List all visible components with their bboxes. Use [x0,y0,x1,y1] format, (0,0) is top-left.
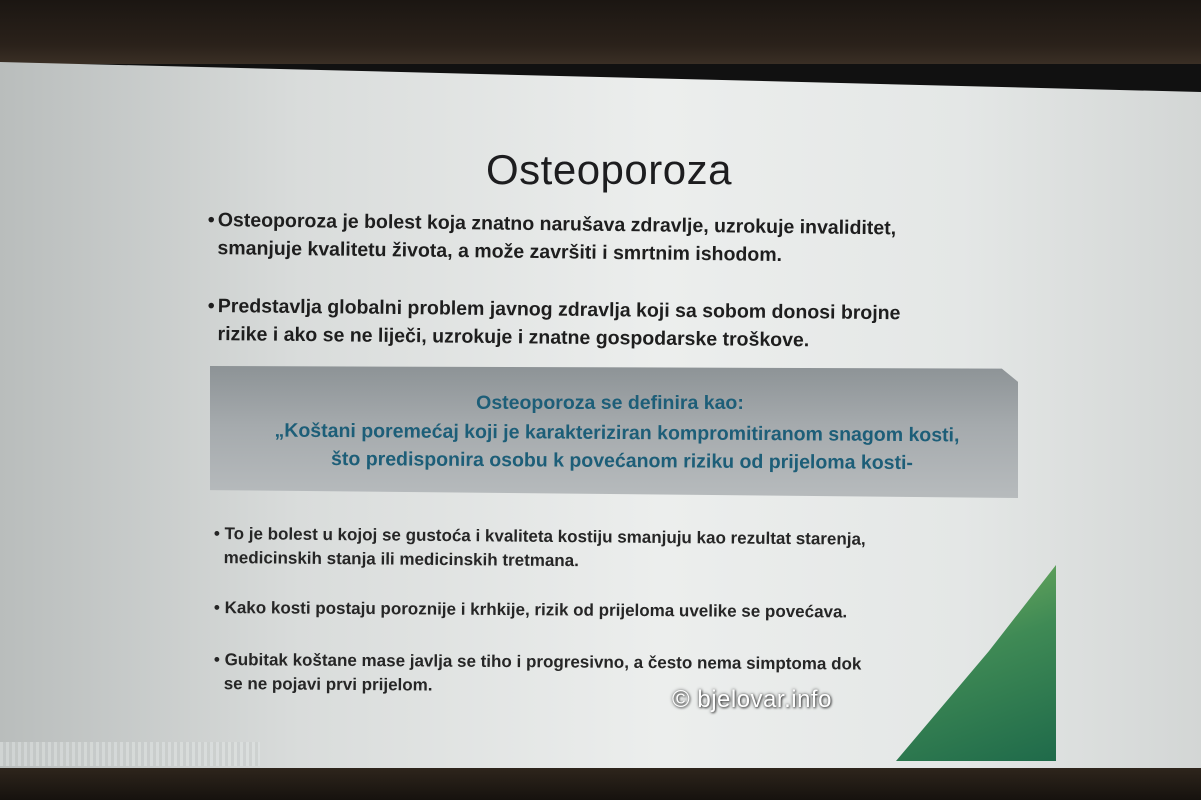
screen-edge-glow [0,742,260,766]
bullet-line: To je bolest u kojoj se gustoća i kvaliteta kostiju smanjuju kao rezultat starenja, [224,524,866,549]
watermark: © bjelovar.info [672,686,832,713]
bullet-line: se ne pojavi prvi prijelom. [223,674,433,695]
definition-heading: Osteoporoza se definira kao: [476,392,744,414]
slide-title: Osteoporoza [486,146,732,193]
bullet-line: Gubitak koštane mase javlja se tiho i progresivno, a često nema simptoma dok [224,650,862,674]
bullet-dot: • [213,523,220,544]
definition-text: što predisponira osobu k povećanom riziku od prijeloma kosti- [330,447,913,475]
bullet-item [214,648,1004,702]
bullet-dot: • [213,649,220,670]
bullet-line: rizike i ako se ne liječi, uzrokuje i znatne gospodarske troškove. [217,323,810,352]
bullet-line: Kako kosti postaju poroznije i krhkije, rizik od prijeloma uvelike se povećava. [224,598,848,622]
bullet-item [207,292,1008,356]
bullet-item [214,522,1004,577]
room-floor-edge [0,768,1201,800]
bullet-dot: • [213,597,220,618]
bullet-line: medicinskih stanja ili medicinskih tretmana. [223,548,579,571]
bullet-line: smanjuje kvalitetu života, a može završiti i smrtnim ishodom. [217,237,783,267]
bullet-dot: • [207,294,215,318]
bullet-item [207,206,1008,272]
bullet-dot: • [207,208,215,232]
bullet-line: Predstavlja globalni problem javnog zdravlja koji sa sobom donosi brojne [217,295,901,325]
definition-text: „Koštani poremećaj koji je karakteriziran kompromitiranom snagom kosti, [274,419,960,447]
bullet-line: Osteoporoza je bolest koja znatno narušava zdravlje, uzrokuje invaliditet, [217,209,897,240]
room-ceiling [0,0,1201,64]
